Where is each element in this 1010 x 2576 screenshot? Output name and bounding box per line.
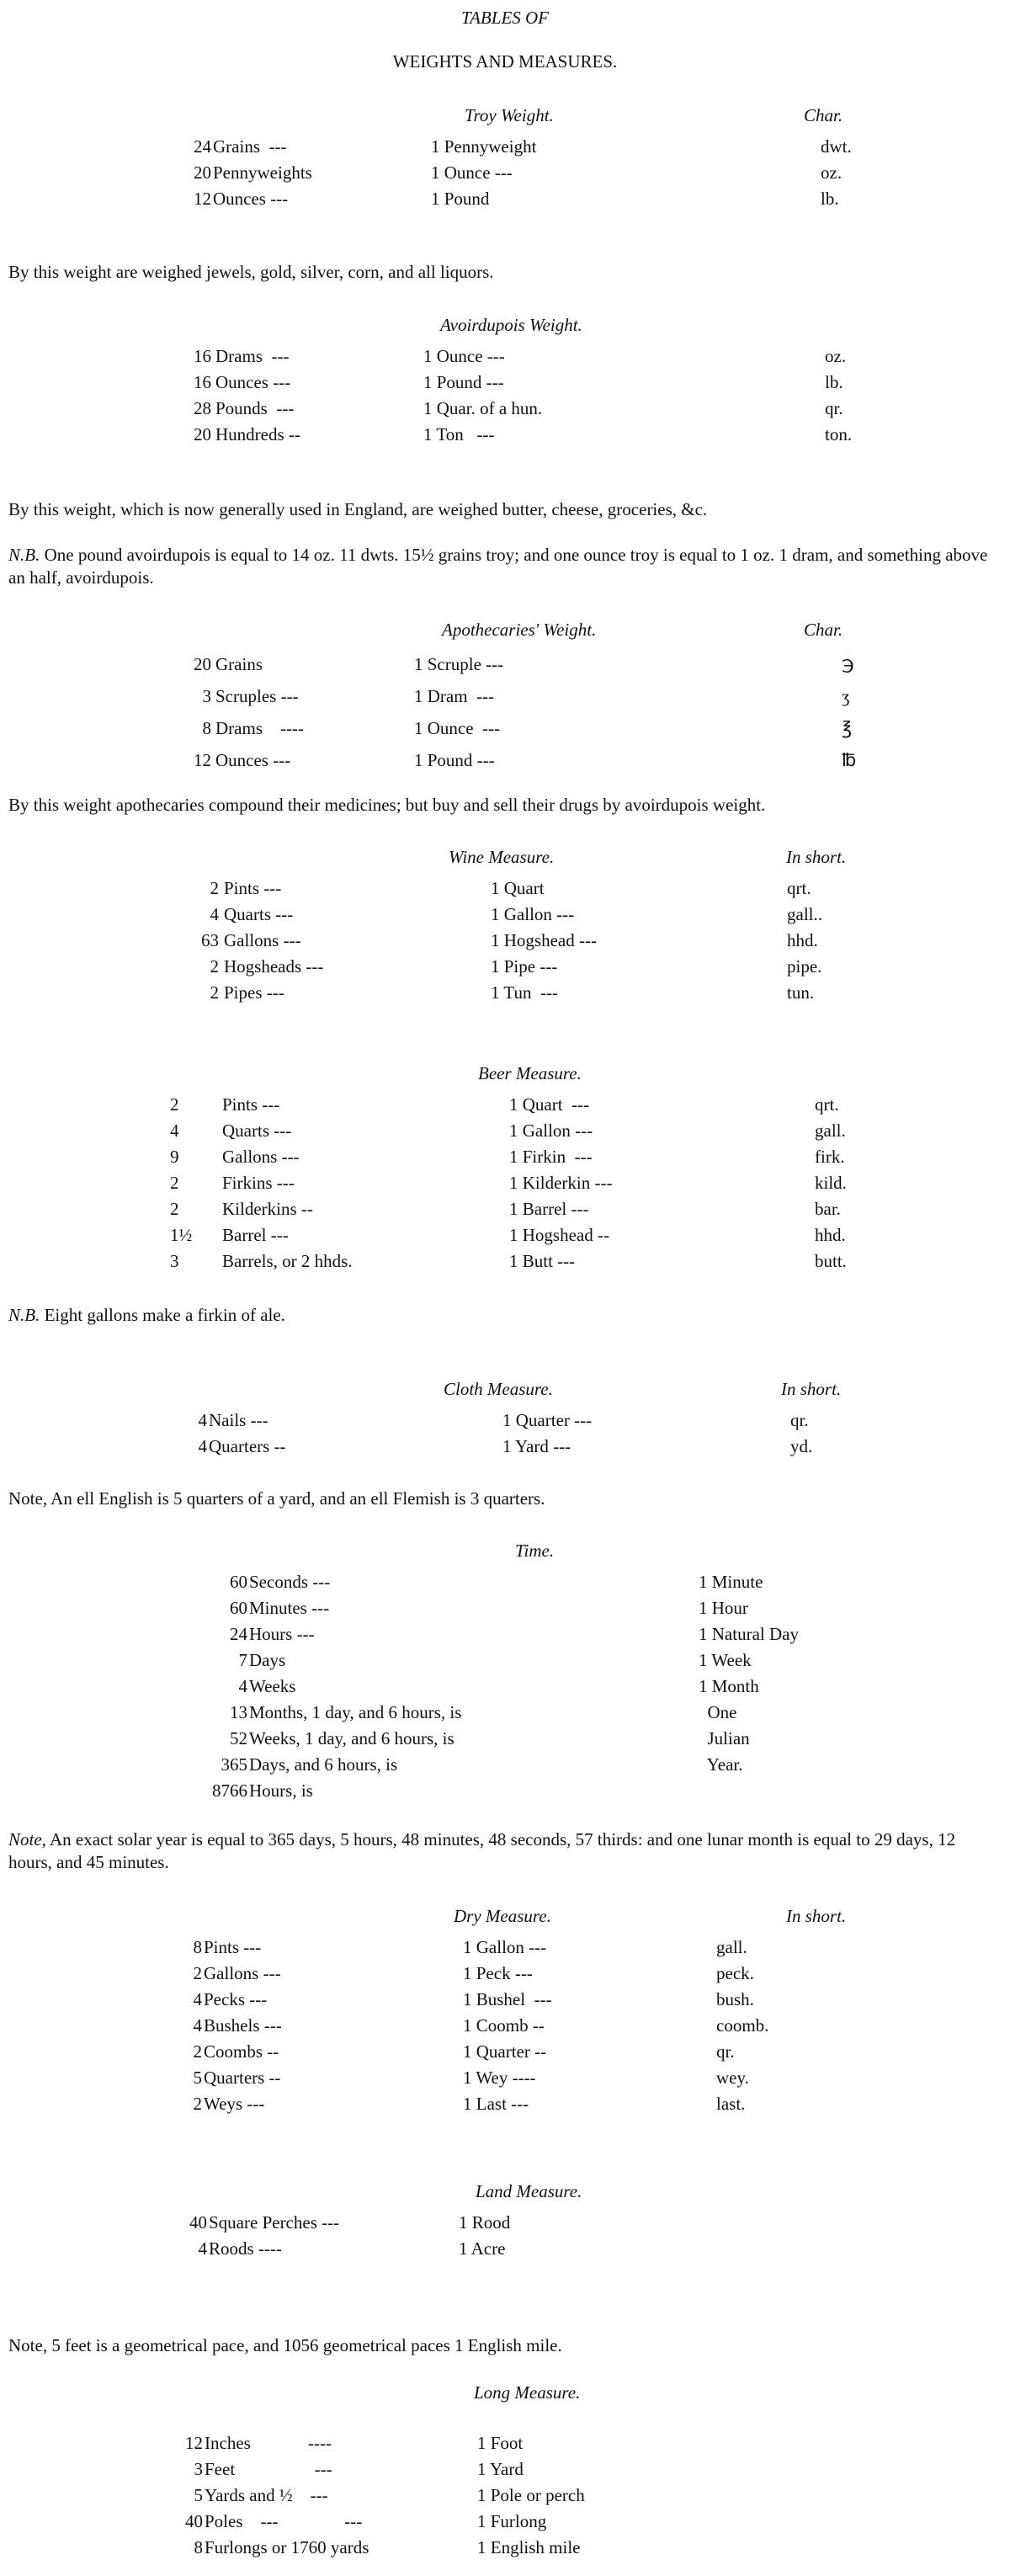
apothecaries-note: By this weight apothecaries compound their medicines; but buy and sell their drugs by avoirdupois weight. — [8, 795, 766, 815]
qty: 20 — [194, 654, 211, 674]
qty: 2 — [193, 1963, 202, 1983]
page-subtitle: WEIGHTS AND MEASURES. — [392, 51, 618, 72]
unit: Square Perches --- — [209, 2212, 340, 2233]
abbrev: qr. — [825, 398, 843, 418]
qty: 1½ — [170, 1225, 193, 1245]
equals: 1 Hogshead --- — [491, 930, 597, 950]
table-row — [0, 345, 1010, 371]
abbrev: bush. — [716, 1989, 754, 2009]
unit: Bushels --- — [204, 2015, 282, 2036]
unit: Gallons --- — [222, 1147, 300, 1167]
unit: Nails --- — [209, 1410, 268, 1430]
table-row — [0, 162, 1010, 188]
unit: Weeks — [249, 1676, 296, 1696]
qty: 24 — [194, 136, 211, 157]
table-row — [0, 2041, 1010, 2067]
equals: 1 English mile — [477, 2537, 581, 2557]
table-row — [0, 1571, 1010, 1597]
equals: 1 Gallon --- — [509, 1120, 593, 1141]
qty: 5 — [193, 2068, 202, 2088]
unit: Ounces --- — [213, 189, 289, 209]
qty: 4 — [198, 1436, 207, 1456]
unit: Weys --- — [204, 2094, 265, 2114]
equals: 1 Pipe --- — [491, 956, 558, 977]
symbol: ℥ — [842, 718, 853, 738]
qty: 60 — [230, 1598, 247, 1618]
table-row — [0, 397, 1010, 423]
qty: 12 — [194, 750, 211, 770]
unit: Pints --- — [204, 1937, 262, 1957]
qty: 2 — [170, 1094, 179, 1115]
qty: 2 — [210, 956, 219, 977]
unit: Kilderkins -- — [222, 1199, 313, 1219]
abbrev: kild. — [815, 1173, 847, 1193]
dry-heading: Dry Measure. — [454, 1906, 551, 1926]
unit: Days, and 6 hours, is — [249, 1754, 398, 1775]
unit: Seconds --- — [249, 1572, 331, 1592]
qty: 4 — [193, 1989, 202, 2009]
qty: 63 — [201, 930, 219, 950]
unit: Hundreds -- — [215, 424, 300, 444]
apothecaries-char-heading: Char. — [804, 620, 843, 640]
unit: Hours, is — [249, 1780, 313, 1801]
wine-short-heading: In short. — [786, 847, 847, 867]
cloth-note: Note, An ell English is 5 quarters of a yard, and an ell Flemish is 3 quarters. — [8, 1488, 545, 1509]
abbrev: ton. — [825, 424, 853, 444]
abbrev: firk. — [815, 1147, 845, 1167]
equals: 1 Ounce --- — [423, 346, 505, 366]
table-row — [0, 1623, 1010, 1649]
unit: Hours --- — [249, 1624, 315, 1644]
qty: 8 — [202, 718, 211, 738]
symbol: ℈ — [842, 654, 854, 674]
qty: 52 — [230, 1728, 247, 1748]
equals: 1 Pound --- — [414, 750, 495, 770]
equals: 1 Hour — [699, 1598, 748, 1618]
equals: 1 Natural Day — [699, 1624, 799, 1644]
equals: 1 Foot — [477, 2433, 524, 2453]
unit: Days — [249, 1650, 286, 1670]
unit: Roods ---- — [209, 2238, 282, 2259]
land-heading: Land Measure. — [476, 2181, 582, 2201]
unit: Quarters -- — [209, 1436, 286, 1456]
table-row — [0, 2458, 1010, 2484]
table-row — [0, 2536, 1010, 2563]
abbrev: gall. — [716, 1937, 747, 1957]
qty: 24 — [230, 1624, 247, 1644]
apothecaries-heading: Apothecaries' Weight. — [442, 620, 597, 640]
unit: Gallons --- — [224, 930, 301, 950]
troy-note: By this weight are weighed jewels, gold, silver, corn, and all liquors. — [8, 262, 494, 282]
equals: 1 Quar. of a hun. — [423, 398, 543, 418]
equals: 1 Pound — [431, 189, 490, 209]
qty: 16 — [194, 372, 211, 392]
time-heading: Time. — [515, 1541, 555, 1561]
unit: Ounces --- — [215, 372, 291, 392]
abbrev: gall.. — [787, 904, 822, 924]
unit: Barrel --- — [222, 1225, 289, 1245]
unit: Inches ---- — [205, 2433, 332, 2453]
equals: 1 Bushel --- — [463, 1989, 552, 2009]
unit: Ounces --- — [215, 750, 291, 770]
unit: Gallons --- — [204, 1963, 281, 1983]
qty: 4 — [198, 2238, 207, 2259]
avoirdupois-heading: Avoirdupois Weight. — [440, 315, 582, 335]
equals: 1 Yard — [477, 2459, 524, 2479]
unit: Furlongs or 1760 yards — [205, 2537, 369, 2557]
table-row — [0, 653, 1010, 679]
qty: 20 — [194, 162, 211, 183]
table-row — [0, 1120, 1010, 1146]
unit: Grains — [215, 654, 263, 674]
qty: 40 — [185, 2511, 203, 2531]
table-row — [0, 2093, 1010, 2119]
unit: Months, 1 day, and 6 hours, is — [249, 1702, 462, 1722]
table-row — [0, 1701, 1010, 1727]
equals: 1 Ounce --- — [414, 718, 501, 738]
qty: 13 — [230, 1702, 247, 1722]
qty: 20 — [194, 424, 211, 444]
equals: 1 Hogshead -- — [509, 1225, 609, 1245]
qty: 28 — [194, 398, 211, 418]
unit: Weeks, 1 day, and 6 hours, is — [249, 1728, 454, 1748]
unit: Pecks --- — [204, 1989, 268, 2009]
equals: 1 Quarter -- — [463, 2041, 547, 2062]
equals: 1 Dram --- — [414, 686, 495, 706]
table-row — [0, 982, 1010, 1008]
qty: 2 — [170, 1173, 179, 1193]
table-row — [0, 136, 1010, 162]
unit: Pipes --- — [224, 982, 284, 1003]
table-row — [0, 371, 1010, 397]
beer-nb — [8, 1304, 1002, 1327]
table-row — [0, 2211, 1010, 2238]
abbrev: peck. — [716, 1963, 754, 1983]
nb-label: N.B. — [8, 545, 40, 565]
qty: 2 — [193, 2041, 202, 2062]
cloth-heading: Cloth Measure. — [444, 1379, 553, 1399]
qty: 8 — [194, 2537, 203, 2557]
abbrev: pipe. — [787, 956, 822, 977]
unit: Scruples --- — [215, 686, 299, 706]
equals: 1 Gallon --- — [463, 1937, 547, 1957]
abbrev: tun. — [787, 982, 815, 1003]
table-row — [0, 1198, 1010, 1224]
unit: Pounds --- — [215, 398, 295, 418]
unit: Barrels, or 2 hhds. — [222, 1251, 353, 1271]
abbrev: qrt. — [787, 878, 811, 898]
table-row — [0, 877, 1010, 903]
table-row — [0, 423, 1010, 450]
table-row — [0, 1172, 1010, 1198]
equals: 1 Pole or perch — [477, 2485, 585, 2505]
table-row — [0, 1962, 1010, 1988]
equals: 1 Quart — [491, 878, 545, 898]
unit: Drams ---- — [215, 718, 304, 738]
qty: 12 — [194, 189, 211, 209]
unit: Coombs -- — [204, 2041, 279, 2062]
abbrev: gall. — [815, 1120, 846, 1141]
page-title: TABLES OF — [460, 8, 550, 28]
equals: 1 Kilderkin --- — [509, 1173, 613, 1193]
equals: 1 Wey ---- — [463, 2068, 536, 2088]
abbrev: bar. — [815, 1199, 841, 1219]
qty: 8 — [193, 1937, 202, 1957]
table-row — [0, 903, 1010, 929]
unit: Pints --- — [224, 878, 282, 898]
abbrev: oz. — [825, 346, 847, 366]
equals: One — [699, 1702, 737, 1722]
abbrev: hhd. — [815, 1225, 846, 1245]
unit: Quarters -- — [204, 2068, 281, 2088]
qty: 2 — [210, 878, 219, 898]
equals: 1 Ounce --- — [431, 162, 513, 183]
troy-heading: Troy Weight. — [465, 105, 554, 125]
table-row — [0, 717, 1010, 743]
equals: 1 Firkin --- — [509, 1147, 593, 1167]
nb-label: N.B. — [8, 1305, 40, 1325]
table-row — [0, 1754, 1010, 1780]
qty: 4 — [170, 1120, 179, 1141]
qty: 4 — [238, 1676, 247, 1696]
equals: Julian — [699, 1728, 750, 1748]
avoirdupois-note: By this weight, which is now generally used in England, are weighed butter, cheese, groceries, &c. — [8, 499, 708, 519]
equals: 1 Gallon --- — [491, 904, 575, 924]
table-row — [0, 1146, 1010, 1172]
abbrev: dwt. — [821, 136, 852, 157]
table-row — [0, 685, 1010, 711]
equals: 1 Tun --- — [491, 982, 558, 1003]
unit: Poles --- --- — [205, 2511, 363, 2531]
table-row — [0, 955, 1010, 982]
qty: 4 — [193, 2015, 202, 2036]
abbrev: qr. — [790, 1410, 809, 1430]
abbrev: oz. — [821, 162, 843, 183]
abbrev: lb. — [825, 372, 843, 392]
equals: 1 Last --- — [463, 2094, 529, 2114]
note-label: Note, — [8, 1829, 46, 1850]
abbrev: lb. — [821, 189, 839, 209]
table-row — [0, 2432, 1010, 2458]
table-row — [0, 1649, 1010, 1675]
qty: 4 — [198, 1410, 207, 1430]
unit: Pints --- — [222, 1094, 280, 1115]
abbrev: last. — [716, 2094, 746, 2114]
beer-heading: Beer Measure. — [478, 1063, 582, 1083]
troy-char-heading: Char. — [804, 105, 843, 125]
symbol: ℔ — [842, 750, 857, 770]
equals: 1 Peck --- — [463, 1963, 533, 1983]
wine-heading: Wine Measure. — [449, 847, 555, 867]
cloth-short-heading: In short. — [781, 1379, 842, 1399]
table-row — [0, 1675, 1010, 1701]
equals: 1 Acre — [459, 2238, 506, 2259]
table-row — [0, 2067, 1010, 2093]
qty: 365 — [221, 1754, 247, 1775]
equals: 1 Furlong — [477, 2511, 547, 2531]
unit: Quarts --- — [224, 904, 294, 924]
equals: 1 Butt --- — [509, 1251, 576, 1271]
abbrev: wey. — [716, 2068, 749, 2088]
unit: Pennyweights — [213, 162, 312, 183]
qty: 16 — [194, 346, 211, 366]
equals: Year. — [699, 1754, 743, 1775]
qty: 12 — [185, 2433, 203, 2453]
equals: 1 Ton --- — [423, 424, 495, 444]
equals: 1 Month — [699, 1676, 759, 1696]
qty: 2 — [170, 1199, 179, 1219]
qty: 3 — [194, 2459, 203, 2479]
table-row — [0, 2510, 1010, 2536]
abbrev: coomb. — [716, 2015, 769, 2036]
table-row — [0, 2014, 1010, 2041]
unit: Drams --- — [215, 346, 290, 366]
dry-short-heading: In short. — [786, 1906, 847, 1926]
table-row — [0, 1597, 1010, 1623]
unit: Yards and ½ --- — [205, 2485, 328, 2505]
table-row — [0, 188, 1010, 214]
qty: 8766 — [212, 1780, 247, 1801]
equals: 1 Yard --- — [502, 1436, 571, 1456]
qty: 2 — [210, 982, 219, 1003]
qty: 5 — [194, 2485, 203, 2505]
equals: 1 Scruple --- — [414, 654, 504, 674]
abbrev: qrt. — [815, 1094, 839, 1115]
table-row — [0, 2238, 1010, 2264]
qty: 4 — [210, 904, 219, 924]
unit: Minutes --- — [249, 1598, 330, 1618]
abbrev: yd. — [790, 1436, 813, 1456]
table-row — [0, 1936, 1010, 1962]
land-note: Note, 5 feet is a geometrical pace, and 1056 geometrical paces 1 English mile. — [8, 2335, 562, 2355]
equals: 1 Barrel --- — [509, 1199, 589, 1219]
time-note — [8, 1828, 1002, 1875]
equals: 1 Week — [699, 1650, 752, 1670]
table-row — [0, 1780, 1010, 1806]
equals: 1 Rood — [459, 2212, 511, 2233]
equals: 1 Quart --- — [509, 1094, 590, 1115]
qty: 9 — [170, 1147, 179, 1167]
qty: 40 — [189, 2212, 207, 2233]
table-row — [0, 1727, 1010, 1754]
qty: 2 — [193, 2094, 202, 2114]
unit: Grains --- — [213, 136, 287, 157]
table-row — [0, 1988, 1010, 2014]
equals: 1 Pound --- — [423, 372, 504, 392]
equals: 1 Quarter --- — [502, 1410, 593, 1430]
table-row — [0, 1224, 1010, 1250]
table-row — [0, 1250, 1010, 1276]
qty: 3 — [170, 1251, 179, 1271]
table-row — [0, 1435, 1010, 1461]
equals: 1 Coomb -- — [463, 2015, 545, 2036]
qty: 7 — [238, 1650, 247, 1670]
abbrev: qr. — [716, 2041, 735, 2062]
nb-text: Eight gallons make a firkin of ale. — [40, 1305, 285, 1325]
unit: Firkins --- — [222, 1173, 295, 1193]
table-row — [0, 929, 1010, 955]
equals: 1 Minute — [699, 1572, 763, 1592]
avoirdupois-nb — [8, 544, 1002, 590]
qty: 3 — [202, 686, 211, 706]
table-row — [0, 749, 1010, 775]
qty: 60 — [230, 1572, 247, 1592]
note-text: An exact solar year is equal to 365 days, 5 hours, 48 minutes, 48 seconds, 57 thirds: and one lunar month is equal to 29 days, 12 hours, and 45 minutes. — [8, 1829, 956, 1873]
unit: Quarts --- — [222, 1120, 292, 1141]
long-heading: Long Measure. — [474, 2382, 581, 2403]
abbrev: butt. — [815, 1251, 847, 1271]
symbol: ʒ — [842, 686, 850, 706]
equals: 1 Pennyweight — [431, 136, 537, 157]
nb-text: One pound avoirdupois is equal to 14 oz. 11 dwts. 15½ grains troy; and one ounce troy is equal to 1 oz. 1 dram, and something above an half, avoirdupois. — [8, 545, 988, 588]
table-row — [0, 1094, 1010, 1120]
table-row — [0, 1409, 1010, 1435]
unit: Hogsheads --- — [224, 956, 324, 977]
table-row — [0, 2484, 1010, 2510]
abbrev: hhd. — [787, 930, 818, 950]
unit: Feet --- — [205, 2459, 332, 2479]
